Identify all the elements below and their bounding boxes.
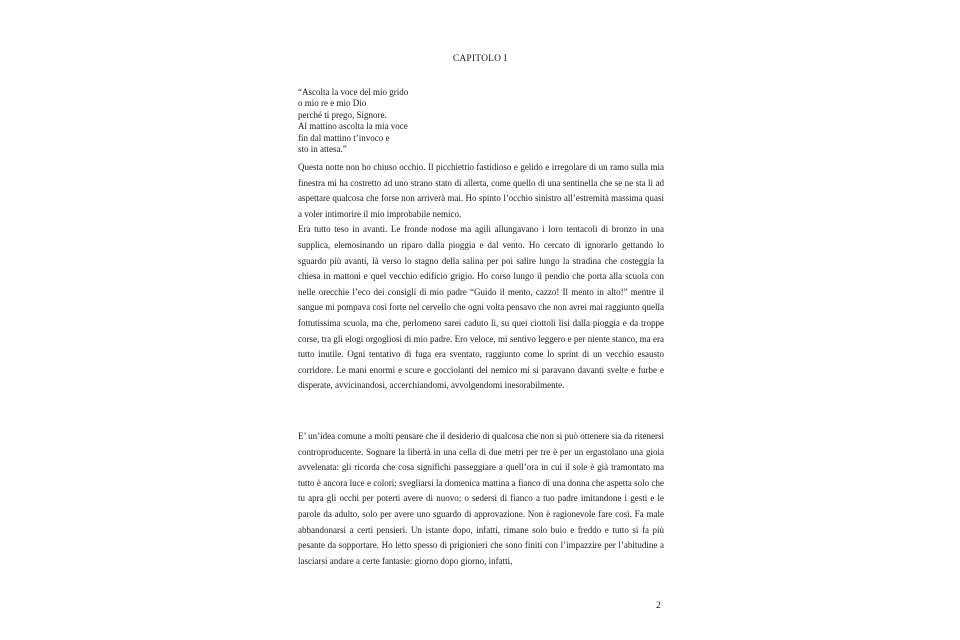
epigraph-line: fin dal mattino t’invoco e [298,132,390,143]
epigraph-line: perché ti prego, Signore. [298,109,387,120]
chapter-title: CAPITOLO I [452,54,508,64]
paragraph: Era tutto teso in avanti. Le fronde nodose ma agili allungavano i loro tentacoli di bronzo in una supplica, elemosinando un riparo dalla pioggia e dal vento. Ho cercato di ignorarlo gettando lo sguardo più avanti, là verso lo stagno della salina per poi salire lungo la stradina che costeggia la chiesa in mattoni e quel vecchio edificio grigio. Ho corso lungo il pendio che porta alla scuola con nelle orecchie l’eco dei consigli di mio padre “Guido il mento, cazzo! Il mento in alto!” mentre il sangue mi pompava così forte nel cervello che ogni volta pensavo che non avrei mai raggiunto quella fottutissima scuola, ma che, perlomeno sarei caduto lì, su quei ciottoli lisi dalla pioggia e da troppe corse, tra gli elogi orgogliosi di mio padre. Ero veloce, mi sentivo leggero e per niente stanco, ma era tutto inutile. Ogni tentativo di fuga era sventato, raggiunto come lo sprint di un vecchio esausto corridore. Le mani enormi e scure e gocciolanti del nemico mi si paravano davanti svelte e furbe e disperate, avvicinandosi, accerchiandomi, avvolgendomi inesorabilmente. [298,224,664,391]
epigraph-line: o mio re e mio Dio [298,98,367,109]
epigraph [298,87,408,155]
epigraph-line: Al mattino ascolta la mia voce [298,121,408,132]
body-section-1 [298,160,664,394]
paragraph: E’ un’idea comune a molti pensare che il desiderio di qualcosa che non si può ottenere sia da ritenersi controproducente. Sognare la libertà in una cella di due metri per tre è per un ergastolano una gioia avvelenata: gli ricorda che cosa significhi passeggiare a quell’ora in cui il sole è già tramontato ma tutto è ancora luce e colori; svegliarsi la domenica mattina a fianco di una donna che aspetta solo che tu apra gli occhi per poterti avere di nuovo; o sedersi di fianco a tuo padre imitandone i gesti e le parole da adulto, solo per avere uno sguardo di approvazione. Non è ragionevole fare così. Fa male abbandonarsi a certi pensieri. Un istante dopo, infatti, rimane solo buio e freddo e tutto si fa più pesante da sopportare. Ho letto spesso di prigionieri che sono finiti con l’impazzire per l’abitudine a lasciarsi andare a certe fantasie: giorno dopo giorno, infatti, [298,431,664,566]
epigraph-line: sto in attesa.” [298,144,347,155]
epigraph-line: “Ascolta la voce del mio grido [298,87,409,97]
paragraph: Questa notte non ho chiuso occhio. Il picchiettio fastidioso e gelido e irregolare di un ramo sulla mia finestra mi ha costretto ad uno strano stato di allerta, come quello di una sentinella che se ne sta lì ad aspettare qualcosa che forse non arriverà mai. Ho spinto l’occhio sinistro all’estremità massima quasi a voler intimorire il mio improbabile nemico. [298,162,664,219]
page-number: 2 [656,601,661,611]
body-section-2 [298,429,664,569]
